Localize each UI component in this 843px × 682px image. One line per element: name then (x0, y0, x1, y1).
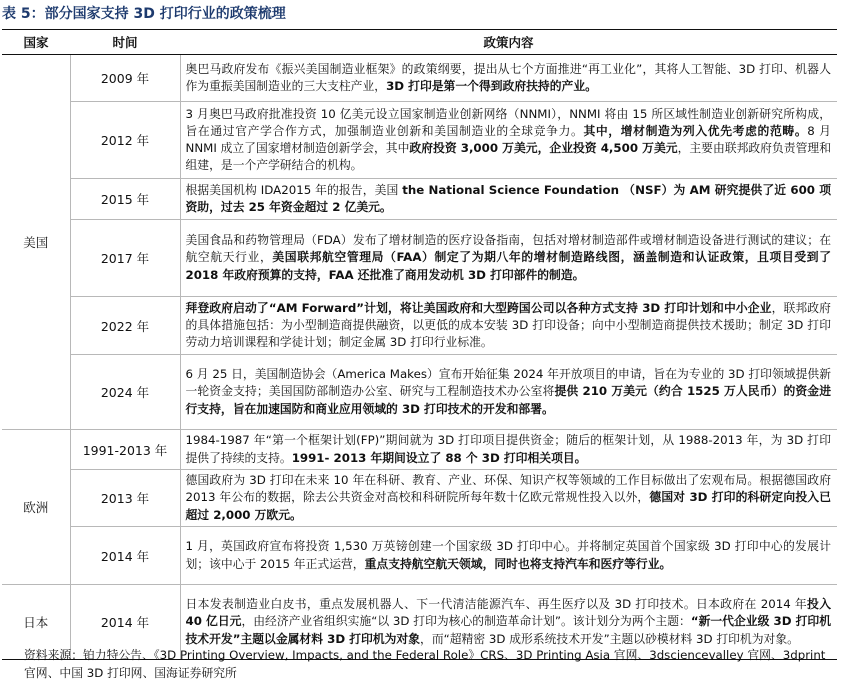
table-row (2, 179, 837, 220)
bold-text-segment: 美国联邦航空管理局（FAA）制定了为期八年的增材制造路线图，涵盖制造和认证政策，且项目受到了 2018 年政府预算的支持，FAA 还批准了商用发动机 3D 打印部件的制造。 (185, 250, 831, 282)
bold-text-segment: 其中，增材制造为列入优先考虑的范畴。 (583, 123, 808, 138)
text-segment: 3 月奥巴马政府批准投资 10 亿美元设立国家制造业创新网络（NNMI），NNMI 将由 15 所区域性制造业创新研究所构成，旨在通过官产学合作方式，加强制造业创新和美国制造业的全球竞争力。 (185, 106, 831, 138)
year-cell: 1991-2013 年 (70, 430, 180, 470)
text-segment: ，主要由联邦政府负责管理和组建，是一个产学研结合的机构。 (185, 141, 831, 173)
content-cell (180, 470, 837, 527)
text-segment: ，联邦政府的具体措施包括：为小型制造商提供融资，以更低的成本安装 3D 打印设备；向中小型制造商提供技术援助；制定 3D 打印劳动力培训课程和学徒计划；制定金属 3D 打印行业标准。 (185, 300, 831, 350)
country-cell-us: 美国 (2, 55, 70, 430)
country-cell-eu: 欧洲 (2, 430, 70, 585)
bold-text-segment: the National Science Foundation （NSF）为 AM 研究提供了近 600 项资助，过去 25 年资金超过 2 亿美元。 (185, 182, 831, 214)
table-row (2, 297, 837, 355)
year-cell: 2012 年 (70, 102, 180, 179)
text-segment: 德国政府为 3D 打印在未来 10 年在科研、教育、产业、环保、知识产权等领域的工作目标做出了宏观布局。根据德国政府 2013 年公布的数据，除去公共资金对高校和科研院所每年数十亿欧元常规性投入以外， (185, 473, 831, 505)
bold-text-segment: 提供 210 万美元（约合 1525 万人民币）的资金进行支持，旨在加速国防和商业应用领域的 3D 打印技术的开发和部署。 (185, 384, 831, 416)
text-segment: ，由经济产业省组织实施“以 3D 打印为核心的制造革命计划”。该计划分为两个主题： (241, 614, 691, 629)
year-cell: 2014 年 (70, 585, 180, 660)
policy-table (2, 29, 837, 660)
bold-text-segment: 3D 打印是第一个得到政府扶持的产业。 (386, 79, 597, 93)
text-segment: 1 月，英国政府宣布将投资 1,530 万英镑创建一个国家级 3D 打印中心。并将制定英国首个国家级 3D 打印中心的发展计划；该中心于 2015 年正式运营， (185, 539, 831, 571)
year-cell: 2009 年 (70, 55, 180, 102)
bold-text-segment: “新一代企业级 3D 打印机技术开发”主题以金属材料 3D 打印机为对象 (185, 614, 831, 646)
header-row (2, 30, 837, 55)
year-cell: 2017 年 (70, 220, 180, 297)
bold-text-segment: 投入 40 亿日元 (185, 597, 831, 629)
table-row (2, 55, 837, 102)
text-segment: 奥巴马政府发布《振兴美国制造业框架》的政策纲要，提出从七个方面推进“再工业化”，其将人工智能、3D 打印、机器人作为重振美国制造业的三大支柱产业， (185, 61, 831, 93)
table-row (2, 527, 837, 585)
content-cell (180, 179, 837, 220)
table-row (2, 430, 837, 470)
text-segment: 8 月 NNMI 成立了国家增材制造创新学会，其中 (185, 123, 831, 155)
year-cell: 2022 年 (70, 297, 180, 355)
table-row (2, 220, 837, 297)
table-row (2, 355, 837, 430)
table-title: 表 5：部分国家支持 3D 打印行业的政策梳理 (2, 6, 286, 22)
content-cell (180, 355, 837, 430)
text-segment: 日本发表制造业白皮书，重点发展机器人、下一代清洁能源汽车、再生医疗以及 3D 打印技术。日本政府在 2014 年 (185, 597, 808, 612)
text-segment: ，而“超精密 3D 成形系统技术开发”主题以砂模材料 3D 打印机为对象。 (420, 631, 799, 646)
text-segment: 美国食品和药物管理局（FDA）发布了增材制造的医疗设备指南，包括对增材制造部件或增材制造设备进行测试的建议；在航空航天行业， (185, 233, 831, 265)
bold-text-segment: 重点支持航空航天领域，同时也将支持汽车和医疗等行业。 (364, 556, 672, 571)
header-time: 时间 (70, 30, 180, 55)
content-cell (180, 430, 837, 470)
header-content: 政策内容 (180, 30, 837, 55)
table-row (2, 470, 837, 527)
bold-text-segment: 政府投资 3,000 万美元，企业投资 4,500 万美元 (409, 141, 678, 155)
bold-text-segment: 1991- 2013 年期间设立了 88 个 3D 打印相关项目。 (291, 450, 587, 465)
content-cell (180, 220, 837, 297)
text-segment: 根据美国机构 IDA2015 年的报告，美国 (185, 182, 403, 197)
content-cell (180, 55, 837, 102)
bold-text-segment: 德国对 3D 打印的科研定向投入已超过 2,000 万欧元。 (185, 490, 831, 522)
year-cell: 2015 年 (70, 179, 180, 220)
country-cell-jp: 日本 (2, 585, 70, 660)
year-cell: 2024 年 (70, 355, 180, 430)
table-row (2, 102, 837, 179)
content-cell (180, 102, 837, 179)
text-segment: 6 月 25 日，美国制造协会（America Makes）宣布开始征集 2024 年开放项目的申请，旨在为专业的 3D 打印领域提供新一轮资金支持；美国国防部制造办公室、研究与工程制造技术办公室将 (185, 367, 831, 399)
source-note: 资料来源：铂力特公告、《3D Printing Overview, Impacts, and the Federal Role》CRS、3D Printing Asia 官网、3dsciencevalley 官网、3dprint 官网、中国 3D 打印网、国海证券研究所 (24, 648, 826, 680)
bold-text-segment: 拜登政府启动了“AM Forward”计划，将让美国政府和大型跨国公司以各种方式支持 3D 打印计划和中小企业 (185, 300, 772, 315)
year-cell: 2013 年 (70, 470, 180, 527)
year-cell: 2014 年 (70, 527, 180, 585)
header-country: 国家 (2, 30, 70, 55)
content-cell (180, 297, 837, 355)
text-segment: 1984-1987 年“第一个框架计划(FP)”期间就为 3D 打印项目提供资金；随后的框架计划，从 1988-2013 年，为 3D 打印提供了持续的支持。 (185, 433, 831, 465)
content-cell (180, 527, 837, 585)
